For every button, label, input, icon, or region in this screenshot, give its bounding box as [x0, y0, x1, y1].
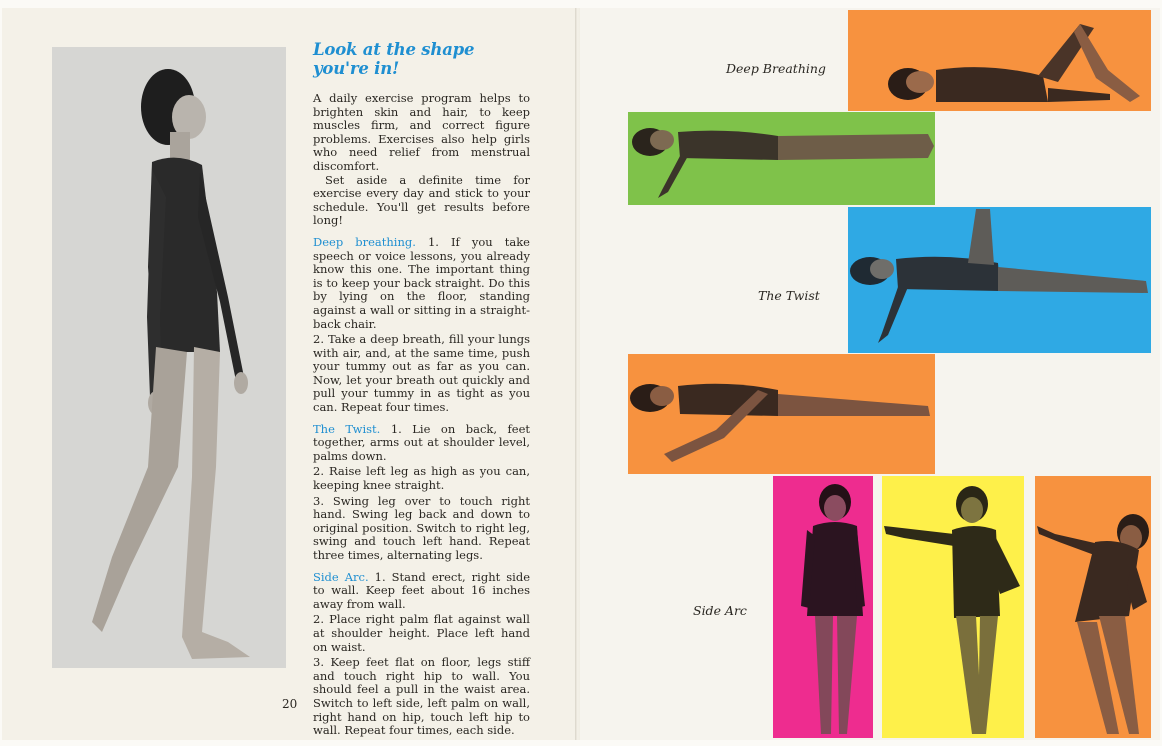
article-column [313, 40, 530, 738]
side-arc-heading: Side Arc. [313, 569, 369, 584]
twist-step-2: 2. Raise left leg as high as you can, keeping knee straight. [313, 464, 530, 493]
side-arc-step-1-text: 1. Stand erect, right side to wall. Keep feet about 16 inches away from wall. [313, 569, 531, 611]
twist-leg-crossed-photo-block [628, 354, 935, 474]
twist-leg-raised-photo-block [848, 207, 1151, 353]
side-arc-bend-photo-block [1035, 476, 1151, 738]
label-side-arc: Side Arc [693, 603, 747, 618]
article-headline: Look at the shape you're in! [313, 40, 475, 78]
twist-step-1 [313, 423, 530, 464]
side-arc-arm-out-photo-block [882, 476, 1024, 738]
side-arc-step-2: 2. Place right palm flat against wall at shoulder height. Place left hand on waist. [313, 612, 530, 654]
intro-paragraph: A daily exercise program helps to brighten skin and hair, to keep muscles firm, and correct figure problems. Exercises also help girls who need relief from menstrual discomfort. [313, 91, 530, 173]
deep-breathing-step-2: 2. Take a deep breath, fill your lungs with air, and, at the same time, push your tummy out as far as you can. Now, let your breath out quickly and pull your tummy in as tight as you can. Repeat four times. [313, 332, 530, 415]
label-deep-breathing: Deep Breathing [726, 61, 826, 76]
deep-breathing-heading: Deep breathing. [313, 234, 416, 249]
deep-breathing-flat-photo-block [628, 112, 935, 205]
standing-woman-photo [52, 47, 286, 668]
deep-breathing-photo-block [848, 10, 1151, 111]
twist-step-1-text: 1. Lie on back, feet together, arms out at shoulder level, palms down. [313, 421, 530, 463]
intro-paragraph-2: Set aside a definite time for exercise every day and stick to your schedule. You'll get results before long! [313, 172, 530, 228]
side-arc-step-3: 3. Keep feet flat on floor, legs stiff and touch right hip to wall. You should feel a pull in the waist area. Switch to left side, left palm on wall, right hand on hip, touch left hip to wall. Repeat four times, each side. [313, 655, 530, 738]
label-the-twist: The Twist [758, 288, 820, 303]
side-arc-step-1 [313, 571, 530, 612]
page-number: 20 [282, 697, 298, 711]
twist-heading: The Twist. [313, 421, 381, 436]
side-arc-standing-photo-block [773, 476, 873, 738]
deep-breathing-step-1 [313, 236, 530, 331]
twist-step-3: 3. Swing leg over to touch right hand. Swing leg back and down to original position. Switch to right leg, swing and touch left hand. Repeat three times, alternating legs. [313, 493, 530, 562]
deep-breathing-step-1-text: 1. If you take speech or voice lessons, you already know this one. The important thing is to keep your back straight. Do this by lying on the floor, standing against a wall or sitting in a straight-back chair. [313, 234, 530, 331]
